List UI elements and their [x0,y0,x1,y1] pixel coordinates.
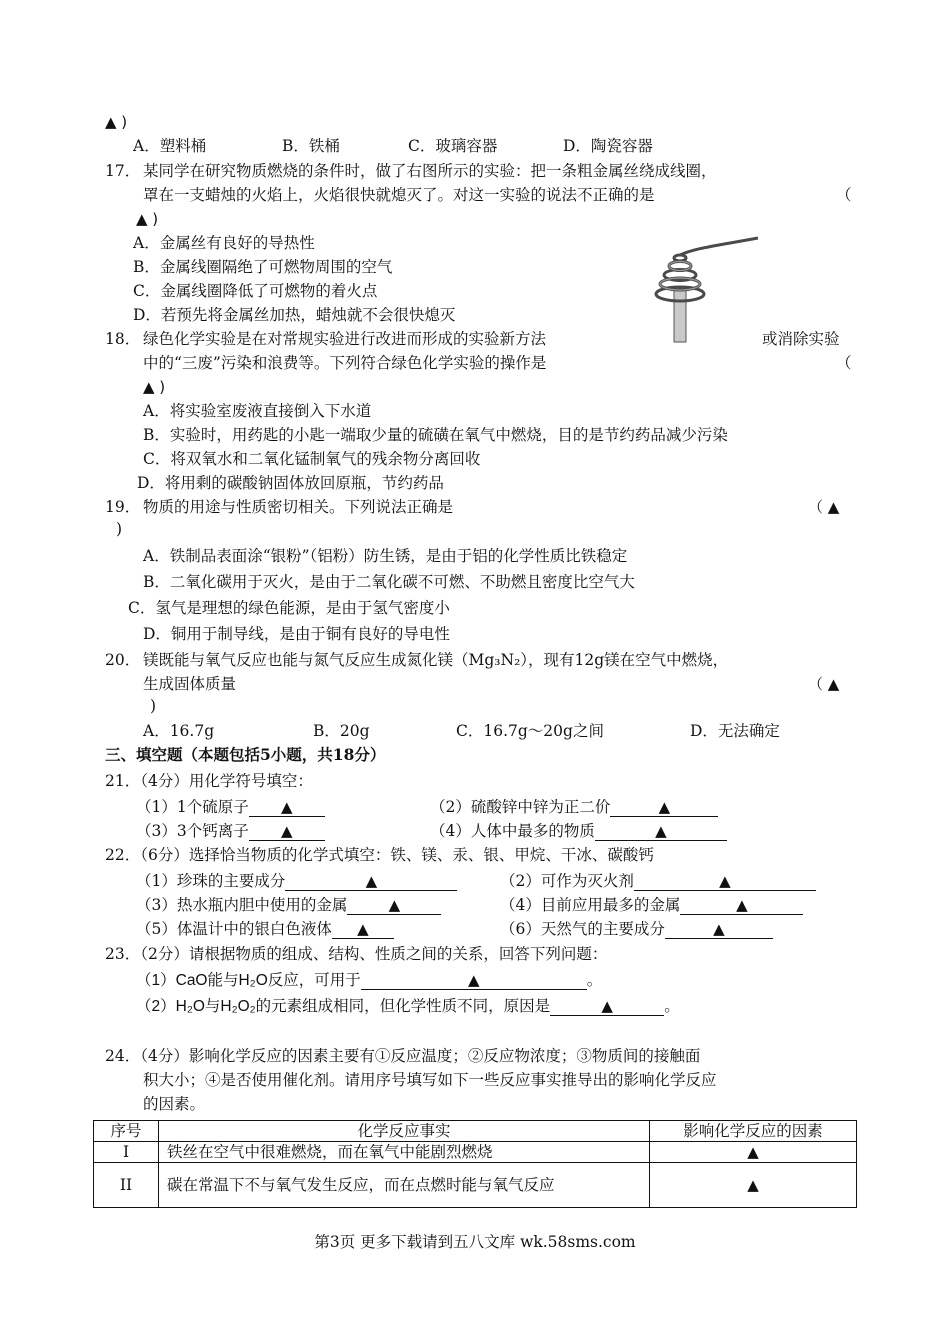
q17-option-d: D．若预先将金属丝加热，蜡烛就不会很快熄灭 [133,306,456,324]
q22-item-4: （4）目前应用最多的金属 ▲ [500,895,803,915]
q22-heading: 22．（6分）选择恰当物质的化学式填空：铁、镁、汞、银、甲烷、干冰、碳酸钙 [105,846,654,864]
q24-factor-table [93,1120,857,1208]
q24-stem-line3: 的因素。 [143,1095,206,1113]
table-cell-fact: 铁丝在空气中很难燃烧，而在氧气中能剧烈燃烧 [159,1142,650,1163]
q23-item-1: （1）CaO能与H₂O反应，可用于 ▲ 。 [136,971,603,989]
q18-option-b: B．实验时，用药匙的小匙一端取少量的硫磺在氧气中燃烧，目的是节约药品减少污染 [143,426,728,444]
q18-number: 18． [105,330,141,348]
q21-item-4: （4）人体中最多的物质 ▲ [430,821,727,841]
q21-blank-2[interactable]: ▲ [610,798,718,817]
q22-item-6: （6）天然气的主要成分 ▲ [500,919,773,939]
q23-blank-1[interactable]: ▲ [361,971,587,990]
q20-number: 20． [105,651,141,669]
table-header-cell: 化学反应事实 [159,1121,650,1142]
q21-item-2: （2）硫酸锌中锌为正二价 ▲ [430,797,718,817]
q19-stem: 物质的用途与性质密切相关。下列说法正确是 [143,498,454,516]
table-header-row [94,1121,857,1142]
q22-item-3: （3）热水瓶内胆中使用的金属 ▲ [136,895,441,915]
q19-number: 19． [105,498,141,516]
q24-stem-line2: 积大小；④是否使用催化剂。请用序号填写如下一些反应事实推导出的影响化学反应 [143,1071,717,1089]
q16-answer-tail: ▲ ) [105,113,128,131]
q22-blank-1[interactable]: ▲ [285,872,457,891]
q18-option-a: A．将实验室废液直接倒入下水道 [143,402,372,420]
q21-blank-3[interactable]: ▲ [249,822,325,841]
q19-option-b: B．二氧化碳用于灭火，是由于二氧化碳不可燃、不助燃且密度比空气大 [143,573,635,591]
q18-stem-line1a: 绿色化学实验是在对常规实验进行改进而形成的实验新方法 [143,330,547,348]
q23-item-2: （2）H₂O与H₂O₂的元素组成相同，但化学性质不同，原因是 ▲ 。 [136,997,680,1015]
table-cell-id: II [94,1163,159,1208]
candle-icon [674,290,686,342]
q20-stem-line1: 镁既能与氧气反应也能与氮气反应生成氮化镁（Mg₃N₂），现有12g镁在空气中燃烧， [143,651,729,669]
q22-blank-4[interactable]: ▲ [680,896,803,915]
page-footer: 第3页 更多下载请到五八文库 wk.58sms.com [314,1233,636,1251]
q19-paren-close: ) [116,520,123,538]
q20-stem-line2: 生成固体质量 [143,675,237,693]
q22-item-5: （5）体温计中的银白色液体 ▲ [136,919,394,939]
q16-option-b: B．铁桶 [282,137,340,155]
q17-stem-line1: 某同学在研究物质燃烧的条件时，做了右图所示的实验：把一条粗金属丝绕成线圈， [143,162,717,180]
table-header-cell: 序号 [94,1121,159,1142]
q18-stem-line1b: 或消除实验 [762,330,840,348]
table-header-cell: 影响化学反应的因素 [650,1121,857,1142]
q22-blank-3[interactable]: ▲ [347,896,441,915]
q18-option-d: D．将用剩的碳酸钠固体放回原瓶，节约药品 [137,474,444,492]
q22-item-1: （1）珍珠的主要成分 ▲ [136,871,457,891]
q16-option-d: D．陶瓷容器 [563,137,653,155]
q20-answer-blank: （ ▲ [808,675,840,693]
table-cell-fact: 碳在常温下不与氧气发生反应，而在点燃时能与氧气反应 [159,1163,650,1208]
q20-paren-close: ) [150,697,157,715]
q23-blank-2[interactable]: ▲ [550,997,664,1016]
q22-item-2: （2）可作为灭火剂 ▲ [500,871,816,891]
q16-option-c: C．玻璃容器 [408,137,498,155]
q19-option-d: D．铜用于制导线，是由于铜有良好的导电性 [143,625,450,643]
q18-option-c: C．将双氧水和二氧化锰制氧气的残余物分离回收 [143,450,481,468]
q21-blank-4[interactable]: ▲ [595,822,727,841]
table-cell-id: I [94,1142,159,1163]
q21-item-3: （3）3个钙离子 ▲ [136,821,325,841]
q20-option-c: C．16.7g～20g之间 [456,722,604,740]
q22-blank-6[interactable]: ▲ [665,920,773,939]
q19-option-a: A．铁制品表面涂“银粉”（铝粉）防生锈，是由于铝的化学性质比铁稳定 [143,547,628,565]
q17-option-c: C．金属线圈降低了可燃物的着火点 [133,282,378,300]
q19-answer-blank: （ ▲ [808,498,840,516]
q21-heading: 21．（4分）用化学符号填空： [105,772,313,790]
q17-option-a: A．金属丝有良好的导热性 [133,234,315,252]
q22-blank-5[interactable]: ▲ [332,920,394,939]
q23-heading: 23．（2分）请根据物质的组成、结构、性质之间的关系，回答下列问题： [105,945,608,963]
q17-number: 17． [105,162,141,180]
table-row [94,1142,857,1163]
q20-option-a: A．16.7g [143,722,215,740]
table-cell-factor-blank[interactable]: ▲ [650,1163,857,1208]
table-cell-factor-blank[interactable]: ▲ [650,1142,857,1163]
q20-option-d: D．无法确定 [690,722,780,740]
q24-stem-line1: 24．（4分）影响化学反应的因素主要有①反应温度；②反应物浓度；③物质间的接触面 [105,1047,701,1065]
q19-option-c: C．氢气是理想的绿色能源，是由于氢气密度小 [128,599,450,617]
table-row [94,1163,857,1208]
q16-option-a: A．塑料桶 [133,137,207,155]
q17-paren-open: （ [836,186,852,204]
q21-item-1: （1）1个硫原子 ▲ [136,797,325,817]
q18-answer-blank: ▲ ) [143,378,166,396]
q22-blank-2[interactable]: ▲ [634,872,816,891]
section-heading-fill-in: 三、填空题（本题包括5小题，共18分） [105,745,386,764]
metal-coil-candle-figure [640,228,762,346]
q21-blank-1[interactable]: ▲ [249,798,325,817]
q17-stem-line2: 罩在一支蜡烛的火焰上，火焰很快就熄灭了。对这一实验的说法不正确的是 [143,186,655,204]
q18-paren-open: （ [836,354,852,372]
q17-answer-blank: ▲ ) [136,210,159,228]
q20-option-b: B．20g [313,722,370,740]
q18-stem-line2: 中的“三废”污染和浪费等。下列符合绿色化学实验的操作是 [143,354,547,372]
q17-option-b: B．金属线圈隔绝了可燃物周围的空气 [133,258,393,276]
